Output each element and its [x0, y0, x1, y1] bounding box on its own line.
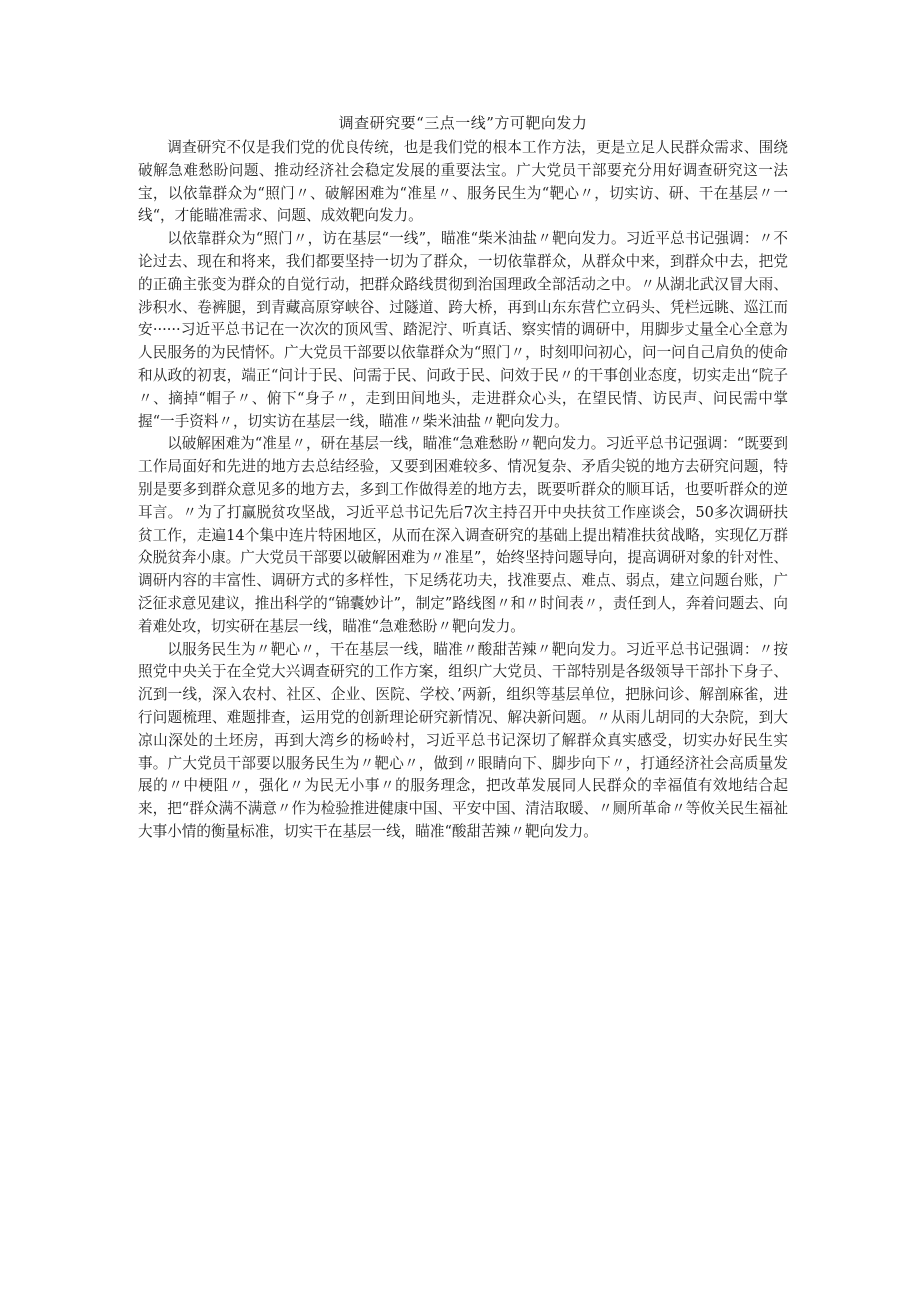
document-page	[138, 112, 788, 844]
paragraph-rely-on-masses: 以依靠群众为“照门〃，访在基层“一线”，瞄准“柴米油盐〃靶向发力。习近平总书记强调：〃不论过去、现在和将来，我们都要坚持一切为了群众，一切依靠群众，从群众中来，到群众中去，把党的正确主张变为群众的自觉行动，把群众路线贯彻到治国理政全部活动之中。〃从湖北武汉冒大雨、涉积水、卷裤腿，到青藏高原穿峡谷、过隧道、跨大桥，再到山东东营伫立码头、凭栏远眺、巡江而安······习近平总书记在一次次的顶风雪、踏泥泞、听真话、察实情的调研中，用脚步丈量全心全意为人民服务的为民情怀。广大党员干部要以依靠群众为“照门〃，时刻叩问初心，问一问自己肩负的使命和从政的初衷，端正“问计于民、问需于民、问政于民、问效于民〃的干事创业态度，切实走出“院子〃、摘掉“帽子〃、俯下“身子〃，走到田间地头，走进群众心头，在望民情、访民声、问民需中掌握“一手资料〃，切实访在基层一线，瞄准〃柴米油盐〃靶向发力。	[138, 230, 788, 430]
paragraph-serve-livelihood: 以服务民生为〃靶心〃，干在基层一线，瞄准〃酸甜苦辣〃靶向发力。习近平总书记强调：〃按照党中央关于在全党大兴调查研究的工作方案，组织广大党员、干部特别是各级领导干部扑下身子、沉到一线，深入农村、社区、企业、医院、学校、’两新，组织等基层单位，把脉问诊、解剖麻雀，进行问题梳理、难题排查，运用党的创新理论研究新情况、解决新问题。〃从雨儿胡同的大杂院，到大凉山深处的土坯房，再到大湾乡的杨岭村，习近平总书记深切了解群众真实感受，切实办好民生实事。广大党员干部要以服务民生为〃靶心〃，做到〃眼睛向下、脚步向下〃，打通经济社会高质量发展的〃中梗阻〃，强化〃为民无小事〃的服务理念，把改革发展同人民群众的幸福值有效地结合起来，把“群众满不满意〃作为检验推进健康中国、平安中国、清洁取暖、〃厕所革命〃等攸关民生福祉大事小情的衡量标准，切实干在基层一线，瞄准“酸甜苦辣〃靶向发力。	[138, 640, 788, 840]
paragraph-intro: 调查研究不仅是我们党的优良传统，也是我们党的根本工作方法，更是立足人民群众需求、围绕破解急难愁盼问题、推动经济社会稳定发展的重要法宝。广大党员干部要充分用好调查研究这一法宝，以依靠群众为“照门〃、破解困难为“准星〃、服务民生为“靶心〃，切实访、研、干在基层〃一线“，才能瞄准需求、问题、成效靶向发力。	[138, 139, 788, 225]
document-title: 调查研究要“三点一线”方可靶向发力	[338, 114, 588, 132]
paragraph-solve-difficulties: 以破解困难为“准星〃，研在基层一线，瞄准“急难愁盼〃靶向发力。习近平总书记强调：“既要到工作局面好和先进的地方去总结经验，又要到困难较多、情况复杂、矛盾尖锐的地方去研究问题，特别是要多到群众意见多的地方去，多到工作做得差的地方去，既要听群众的顺耳话，也要听群众的逆耳言。〃为了打赢脱贫攻坚战，习近平总书记先后7次主持召开中央扶贫工作座谈会，50多次调研扶贫工作，走遍14个集中连片特困地区，从而在深入调查研究的基础上提出精准扶贫战略，实现亿万群众脱贫奔小康。广大党员干部要以破解困难为〃准星”，始终坚持问题导向，提高调研对象的针对性、调研内容的丰富性、调研方式的多样性，下足绣花功夫，找准要点、难点、弱点，建立问题台账，广泛征求意见建议，推出科学的“锦囊妙计”，制定”路线图〃和〃时间表〃，责任到人，奔着问题去、向着难处攻，切实研在基层一线，瞄准“急难愁盼〃靶向发力。	[138, 435, 788, 635]
